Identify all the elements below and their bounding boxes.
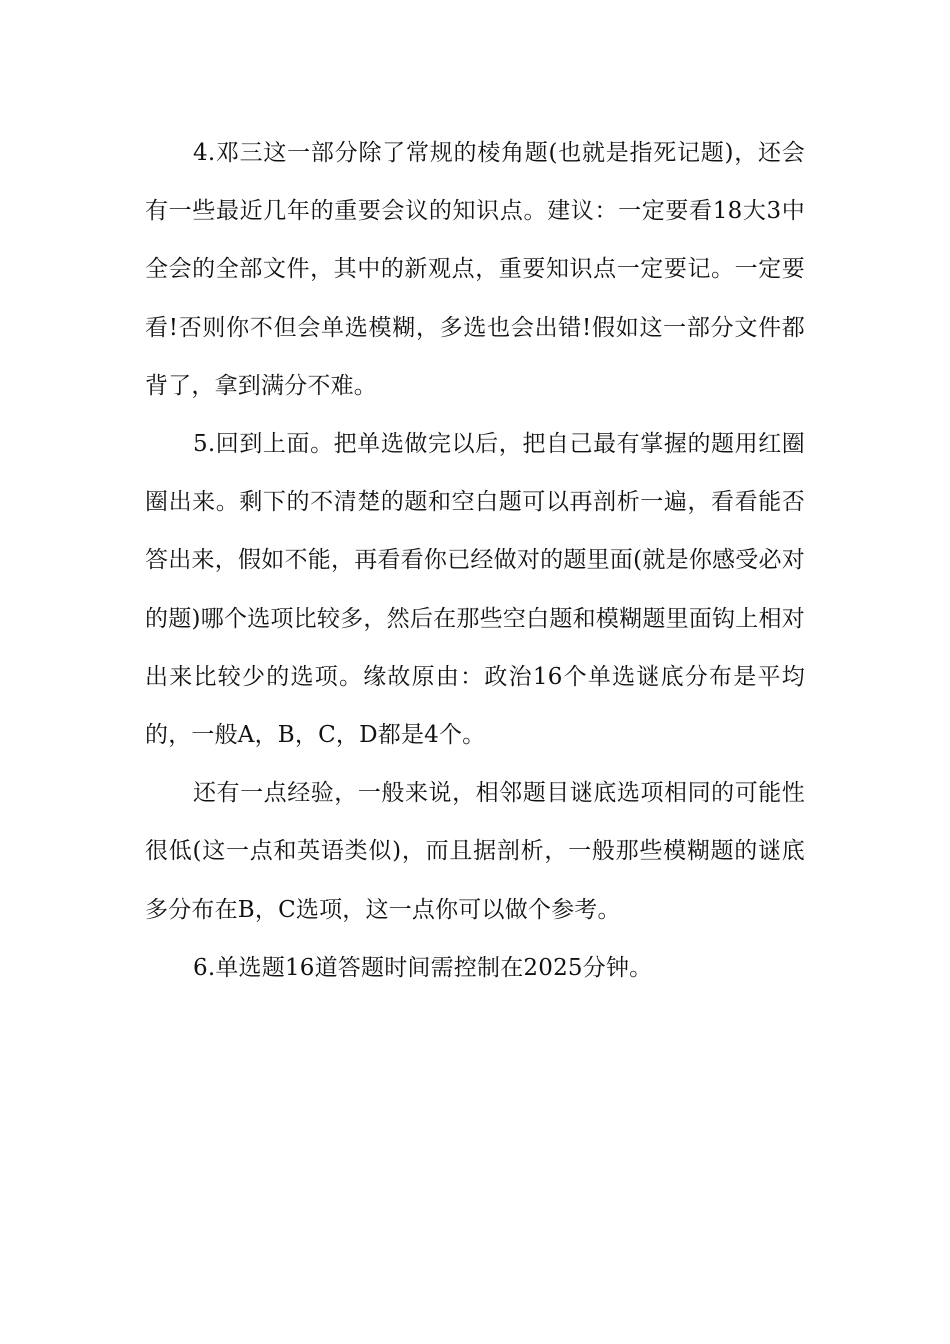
paragraph-5-single-choice-strategy: 5.回到上面。把单选做完以后，把自己最有掌握的题用红圈圈出来。剩下的不清楚的题和空白题可以再剖析一遍，看看能否答出来，假如不能，再看看你已经做对的题里面(就是你感受必对的题)哪个选项比较多，然后在那些空白题和模糊题里面钩上相对出来比较少的选项。缘故原由：政治16个单选谜底分布是平均的，一般A，B，C，D都是4个。 bbox=[145, 431, 805, 749]
document-body bbox=[145, 124, 805, 997]
paragraph-6-time-control: 6.单选题16道答题时间需控制在2025分钟。 bbox=[193, 954, 653, 981]
paragraph-experience-tip: 还有一点经验，一般来说，相邻题目谜底选项相同的可能性很低(这一点和英语类似)，而且据剖析，一般那些模糊题的谜底多分布在B，C选项，这一点你可以做个参考。 bbox=[145, 780, 805, 923]
paragraph-4-current-affairs: 4.邓三这一部分除了常规的棱角题(也就是指死记题)，还会有一些最近几年的重要会议的知识点。建议：一定要看18大3中全会的全部文件，其中的新观点，重要知识点一定要记。一定要看!否则你不但会单选模糊，多选也会出错!假如这一部分文件都背了，拿到满分不难。 bbox=[145, 140, 805, 399]
